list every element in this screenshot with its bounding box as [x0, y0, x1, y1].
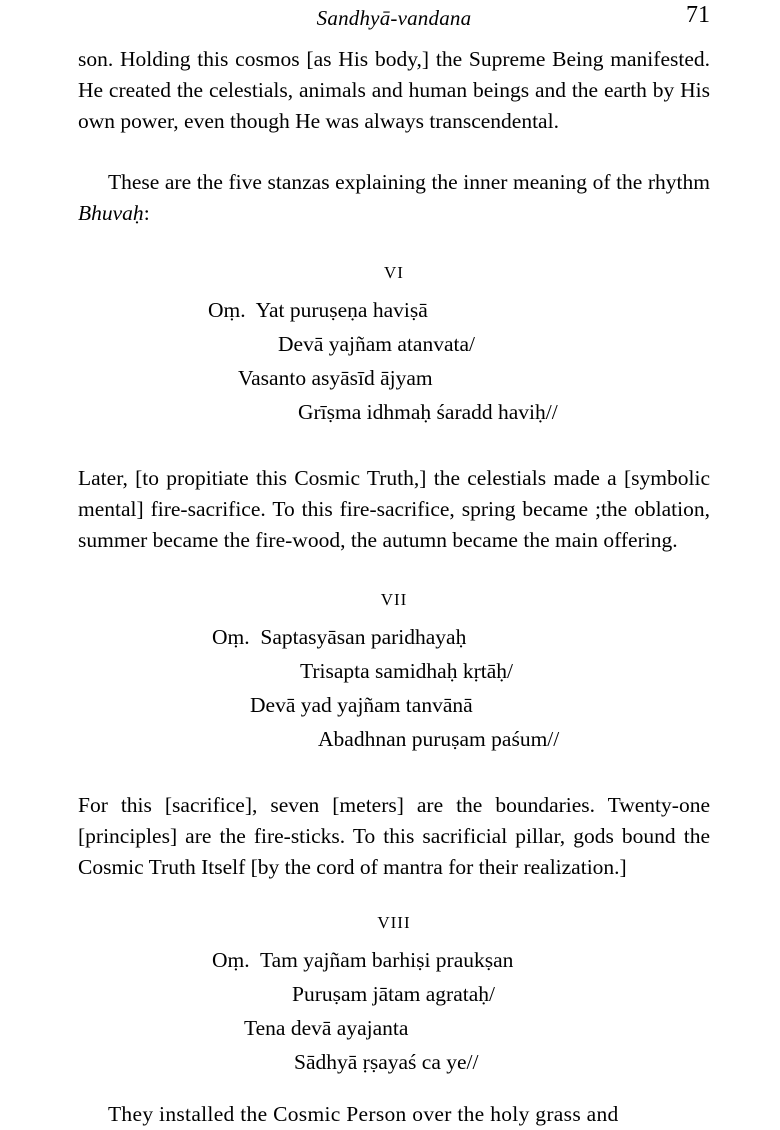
page-header [78, 0, 710, 44]
page-number: 71 [686, 2, 710, 28]
running-title: Sandhyā-vandana [316, 6, 472, 30]
verse-line: Devā yajñam atanvata/ [278, 332, 475, 356]
paragraph-2 [78, 167, 710, 229]
verse-number: VI [384, 263, 404, 282]
verse-line: Puruṣam jātam agrataḥ/ [292, 982, 495, 1006]
page-content [78, 44, 710, 1130]
verse-block-viii [78, 913, 710, 1079]
verse-line: Tena devā ayajanta [244, 1016, 409, 1040]
verse-block-vii [78, 590, 710, 756]
verse-line: Devā yad yajñam tanvānā [250, 693, 473, 717]
verse-block-vi [78, 263, 710, 429]
verse-line: Grīṣma idhmaḥ śaradd haviḥ// [298, 400, 558, 424]
verse-number: VIII [377, 913, 411, 932]
verse-line: Oṃ. Yat puruṣeṇa haviṣā [208, 298, 428, 322]
paragraph-1: son. Holding this cosmos [as His body,] the Supreme Being manifested. He created the celestials, animals and human beings and the earth by His own power, even though He was always transcendental. [78, 47, 710, 133]
paragraph-4: For this [sacrifice], seven [meters] are the boundaries. Twenty-one [principles] are the fire-sticks. To this sacrificial pillar, gods bound the Cosmic Truth Itself [by the cord of mantra for their realization.] [78, 793, 710, 879]
verse-lines [78, 943, 710, 1079]
spacer [78, 1079, 710, 1099]
verse-line: Vasanto asyāsīd ājyam [238, 366, 433, 390]
paragraph-2-prefix: These are the five stanzas explaining the inner meaning of the rhythm [108, 170, 710, 194]
paragraph-5: They installed the Cosmic Person over the holy grass and [108, 1102, 619, 1126]
paragraph-2-suffix: : [143, 201, 150, 225]
verse-line: Sādhyā ṛṣayaś ca ye// [294, 1050, 479, 1074]
spacer [78, 229, 710, 263]
spacer [78, 137, 710, 167]
paragraph-3: Later, [to propitiate this Cosmic Truth,] the celestials made a [symbolic mental] fire-sacrifice. To this fire-sacrifice, spring became ;the oblation, summer became the fire-wood, the autumn became the main offering. [78, 466, 710, 552]
verse-lines [78, 293, 710, 429]
verse-line: Trisapta samidhaḥ kṛtāḥ/ [300, 659, 513, 683]
verse-lines [78, 620, 710, 756]
spacer [78, 883, 710, 913]
verse-line: Oṃ. Saptasyāsan paridhayaḥ [212, 625, 467, 649]
verse-line: Oṃ. Tam yajñam barhiṣi praukṣan [212, 948, 514, 972]
verse-number: VII [380, 590, 408, 609]
spacer [78, 556, 710, 590]
paragraph-2-italic-term: Bhuvaḥ [78, 201, 144, 225]
spacer [78, 756, 710, 790]
verse-line: Abadhnan puruṣam paśum// [318, 727, 560, 751]
spacer [78, 429, 710, 463]
